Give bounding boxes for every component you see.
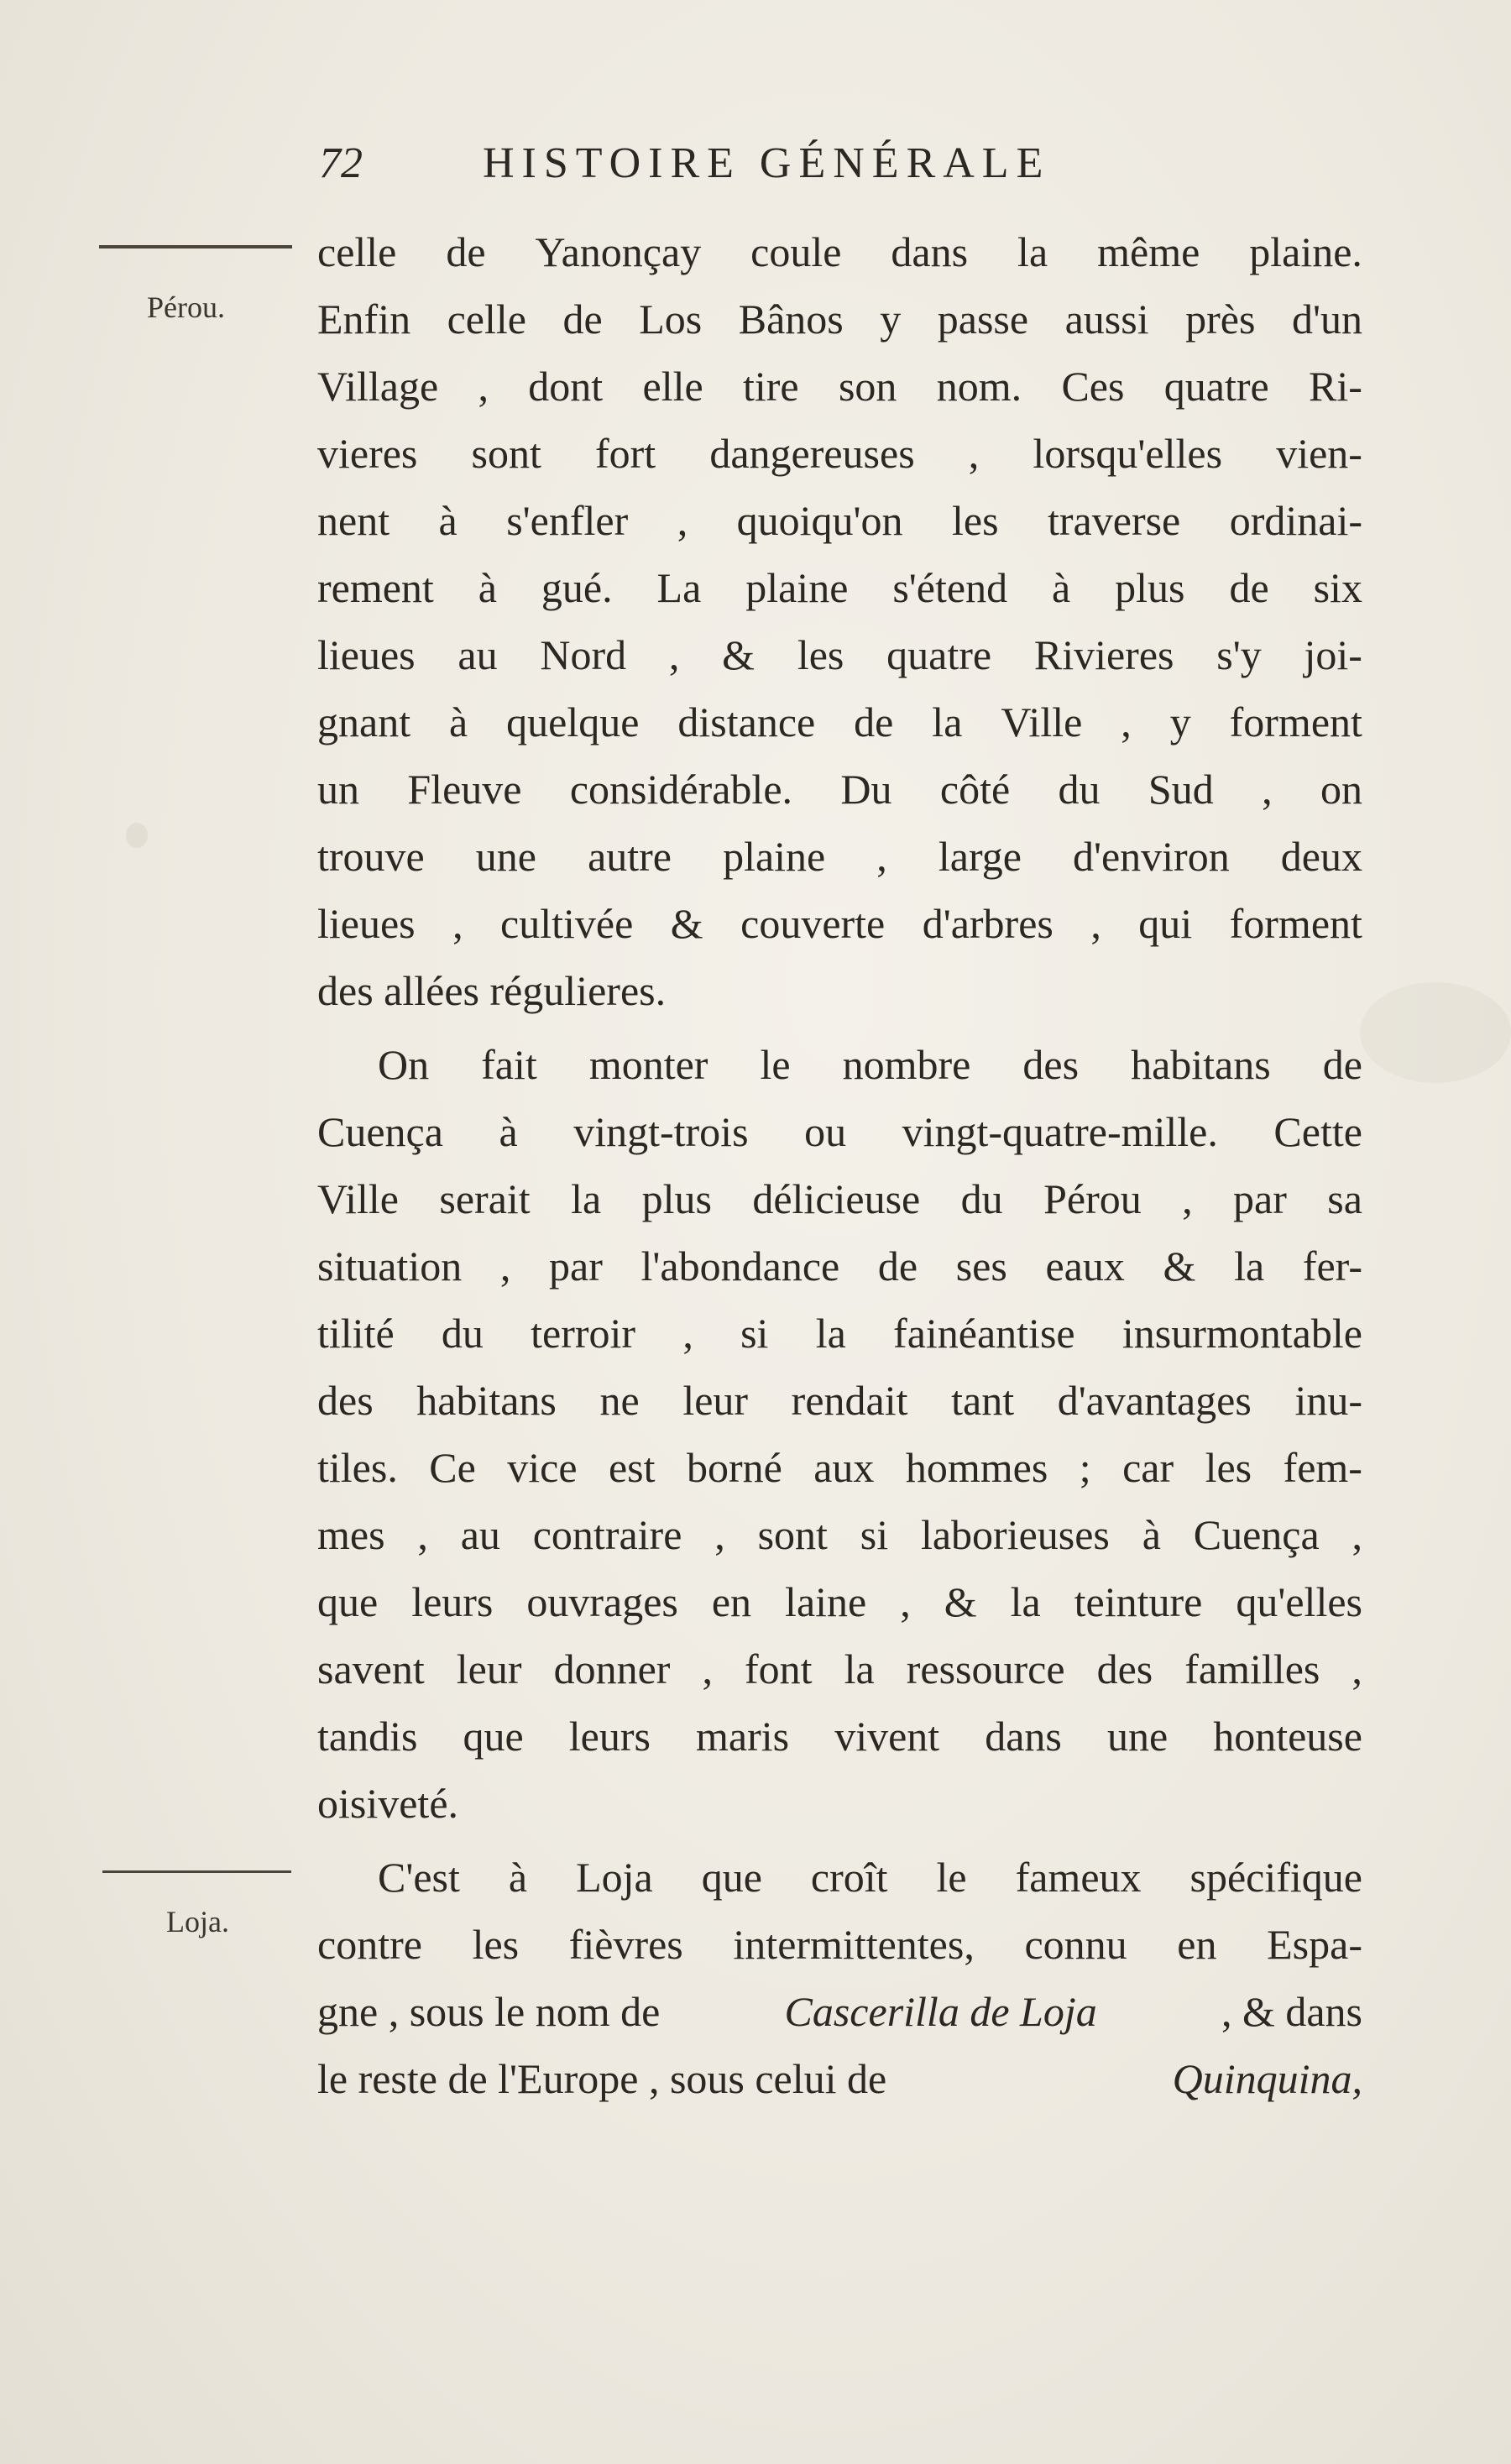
word: Du — [840, 766, 892, 813]
word: joi- — [1304, 631, 1362, 678]
running-title: HISTOIRE GÉNÉRALE — [483, 139, 1051, 187]
word: savent — [317, 1645, 425, 1692]
word: un — [317, 766, 359, 813]
text-line — [317, 487, 1362, 554]
word: sont — [757, 1511, 828, 1558]
word: & — [670, 900, 703, 947]
word: , — [682, 1310, 693, 1357]
word: l'abondance — [640, 1242, 840, 1290]
word: quelque — [506, 698, 640, 745]
word: les — [472, 1921, 520, 1968]
word: que — [317, 1578, 379, 1625]
word: ne — [599, 1377, 640, 1424]
text-line — [317, 1434, 1362, 1501]
word: ordinai- — [1229, 497, 1362, 544]
word: les — [952, 497, 999, 544]
word: ses — [955, 1242, 1007, 1290]
word: croît — [810, 1854, 888, 1901]
word: fameux — [1015, 1854, 1142, 1901]
text-line — [317, 353, 1362, 420]
word: cultivée — [500, 900, 634, 947]
word: d'un — [1291, 296, 1362, 343]
word: tant — [951, 1377, 1015, 1424]
word: forment — [1229, 698, 1362, 745]
word: nombre — [842, 1041, 971, 1088]
word: borné — [686, 1444, 782, 1491]
word: plaine — [723, 833, 826, 880]
word: , — [968, 430, 980, 477]
word: du — [960, 1175, 1003, 1222]
word: tiles. — [317, 1444, 398, 1491]
word: des — [1096, 1645, 1153, 1692]
margin-note-peru: Pérou. — [147, 290, 225, 324]
word: la — [1017, 228, 1048, 275]
word: vieres — [317, 430, 418, 477]
word: plus — [641, 1175, 712, 1222]
word: du — [1058, 766, 1101, 813]
word: les — [797, 631, 844, 678]
word: gué. — [541, 564, 613, 611]
text-line — [317, 554, 1362, 621]
word: que — [463, 1713, 524, 1760]
word: dont — [528, 363, 604, 410]
text-line — [317, 1501, 1362, 1568]
word: on — [1320, 766, 1362, 813]
word: nent — [317, 497, 390, 544]
word: , — [668, 631, 680, 678]
word: plus — [1115, 564, 1185, 611]
word: la — [844, 1645, 875, 1692]
text-run: , & dans — [1221, 1988, 1362, 2035]
word: , — [876, 833, 887, 880]
word: quatre — [1163, 363, 1269, 410]
word: , — [417, 1511, 428, 1558]
word: dans — [891, 228, 969, 275]
word: contraire — [532, 1511, 682, 1558]
word: au — [457, 631, 498, 678]
word: fort — [595, 430, 656, 477]
word: On — [378, 1041, 430, 1088]
word: , — [452, 900, 463, 947]
word: Ce — [429, 1444, 476, 1491]
word: de — [1322, 1041, 1362, 1088]
italic-term: Quinquina, — [1172, 2055, 1362, 2102]
word: & — [722, 631, 756, 678]
word: C'est — [378, 1854, 460, 1901]
word: Ces — [1061, 363, 1125, 410]
word: son — [838, 363, 897, 410]
word: plaine — [745, 564, 849, 611]
word: fem- — [1283, 1444, 1362, 1491]
text-line — [317, 1703, 1362, 1770]
word: Cuença — [1193, 1511, 1320, 1558]
word: des — [317, 1377, 374, 1424]
word: leur — [682, 1377, 749, 1424]
text-line — [317, 1367, 1362, 1434]
word: Yanonçay — [535, 228, 702, 275]
word: traverse — [1048, 497, 1181, 544]
word: donner — [553, 1645, 671, 1692]
word: s'y — [1216, 631, 1262, 678]
margin-note-loja: Loja. — [166, 1905, 229, 1938]
word: Pérou — [1043, 1175, 1142, 1222]
word: vien- — [1276, 430, 1362, 477]
word: d'environ — [1072, 833, 1230, 880]
word: connu — [1024, 1921, 1127, 1968]
text-line — [378, 1031, 1362, 1098]
word: Fleuve — [407, 766, 522, 813]
word: au — [460, 1511, 500, 1558]
word: ou — [804, 1108, 847, 1155]
word: aux — [813, 1444, 875, 1491]
word: vivent — [834, 1713, 940, 1760]
word: sa — [1327, 1175, 1362, 1222]
text-line — [317, 1568, 1362, 1635]
word: s'étend — [892, 564, 1008, 611]
margin-rule — [99, 245, 292, 248]
word: la — [815, 1310, 846, 1357]
text-line — [317, 621, 1362, 688]
word: vingt-trois — [573, 1108, 749, 1155]
text-line — [317, 1978, 1362, 2045]
word: , — [714, 1511, 725, 1558]
word: fer- — [1302, 1242, 1362, 1290]
word: près — [1185, 296, 1256, 343]
text-line: des allées régulieres. — [317, 967, 667, 1014]
text-line — [317, 1232, 1362, 1300]
word: lorsqu'elles — [1033, 430, 1223, 477]
word: situation — [317, 1242, 463, 1290]
word: vice — [507, 1444, 578, 1491]
word: mes — [317, 1511, 385, 1558]
word: des — [1022, 1041, 1080, 1088]
word: lieues — [317, 631, 416, 678]
word: de — [1229, 564, 1269, 611]
text-line — [378, 1844, 1362, 1911]
word: & — [1163, 1242, 1196, 1290]
word: à — [449, 698, 468, 745]
word: par — [549, 1242, 603, 1290]
word: dangereuses — [709, 430, 915, 477]
word: serait — [439, 1175, 531, 1222]
word: , — [900, 1578, 911, 1625]
word: trouve — [317, 833, 425, 880]
word: , — [702, 1645, 713, 1692]
word: si — [860, 1511, 889, 1558]
word: Rivieres — [1033, 631, 1174, 678]
word: si — [740, 1310, 769, 1357]
word: considérable. — [569, 766, 793, 813]
word: familles — [1184, 1645, 1320, 1692]
word: insurmontable — [1121, 1310, 1362, 1357]
text-line — [317, 1635, 1362, 1703]
word: le — [760, 1041, 791, 1088]
word: Sud — [1148, 766, 1214, 813]
word: d'avantages — [1057, 1377, 1252, 1424]
text-line: oisiveté. — [317, 1780, 459, 1827]
text-run: gne , sous le nom de — [317, 1988, 661, 2035]
word: contre — [317, 1921, 422, 1968]
word: rendait — [791, 1377, 908, 1424]
word: , — [1352, 1645, 1362, 1692]
word: Loja — [576, 1854, 653, 1901]
word: le — [936, 1854, 967, 1901]
word: passe — [937, 296, 1029, 343]
word: quatre — [886, 631, 992, 678]
word: est — [608, 1444, 656, 1491]
word: habitans — [1131, 1041, 1271, 1088]
word: rement — [317, 564, 434, 611]
text-line — [317, 756, 1362, 823]
paper-stain — [126, 823, 148, 848]
word: de — [854, 698, 894, 745]
text-line — [317, 1300, 1362, 1367]
text-line — [317, 218, 1362, 285]
word: , — [1352, 1511, 1362, 1558]
word: une — [475, 833, 536, 880]
word: ouvrages — [526, 1578, 678, 1625]
word: couverte — [740, 900, 886, 947]
word: laborieuses — [920, 1511, 1110, 1558]
word: à — [499, 1108, 518, 1155]
text-line — [317, 1098, 1362, 1165]
word: Village — [317, 363, 439, 410]
word: lieues — [317, 900, 416, 947]
word: la — [571, 1175, 602, 1222]
word: à — [1142, 1511, 1161, 1558]
word: fainéantise — [893, 1310, 1075, 1357]
word: Enfin — [317, 296, 411, 343]
margin-rule — [102, 1870, 291, 1873]
word: , — [1262, 766, 1273, 813]
word: Espa- — [1267, 1921, 1362, 1968]
word: teinture — [1074, 1578, 1203, 1625]
word: terroir — [531, 1310, 636, 1357]
word: Cuença — [317, 1108, 443, 1155]
word: Bânos — [738, 296, 844, 343]
word: spécifique — [1189, 1854, 1362, 1901]
word: monter — [588, 1041, 708, 1088]
word: ; — [1079, 1444, 1091, 1491]
word: Cette — [1273, 1108, 1362, 1155]
word: , — [1121, 698, 1132, 745]
paper-stain — [1360, 982, 1511, 1083]
word: , — [1182, 1175, 1193, 1222]
word: la — [1010, 1578, 1041, 1625]
word: , — [478, 363, 489, 410]
word: large — [938, 833, 1022, 880]
word: distance — [677, 698, 816, 745]
word: leur — [456, 1645, 522, 1692]
word: leurs — [568, 1713, 651, 1760]
word: la — [932, 698, 963, 745]
word: les — [1205, 1444, 1252, 1491]
word: laine — [785, 1578, 867, 1625]
word: font — [745, 1645, 813, 1692]
word: celle — [447, 296, 526, 343]
word: , — [499, 1242, 511, 1290]
word: y — [1169, 698, 1191, 745]
word: à — [508, 1854, 528, 1901]
word: La — [656, 564, 702, 611]
text-line — [317, 890, 1362, 957]
word: eaux — [1045, 1242, 1125, 1290]
word: leurs — [411, 1578, 494, 1625]
italic-term: Cascerilla de Loja — [784, 1988, 1097, 2035]
word: celle — [317, 228, 397, 275]
page-number: 72 — [319, 139, 363, 187]
word: une — [1106, 1713, 1169, 1760]
word: Ville — [317, 1175, 399, 1222]
word: gnant — [317, 698, 411, 745]
word: autre — [588, 833, 672, 880]
word: deux — [1280, 833, 1362, 880]
word: hommes — [905, 1444, 1048, 1491]
word: forment — [1229, 900, 1362, 947]
word: de — [562, 296, 603, 343]
word: aussi — [1064, 296, 1149, 343]
text-line — [317, 1911, 1362, 1978]
text-line — [317, 420, 1362, 487]
word: du — [441, 1310, 484, 1357]
word: tire — [743, 363, 799, 410]
word: délicieuse — [752, 1175, 921, 1222]
word: plaine. — [1249, 228, 1362, 275]
word: vingt-quatre-mille. — [902, 1108, 1218, 1155]
word: car — [1122, 1444, 1174, 1491]
word: qu'elles — [1236, 1578, 1362, 1625]
word: y — [880, 296, 902, 343]
word: , — [677, 497, 688, 544]
word: à — [478, 564, 497, 611]
text-line — [317, 285, 1362, 353]
word: Ri- — [1309, 363, 1362, 410]
word: inu- — [1294, 1377, 1362, 1424]
word: fait — [481, 1041, 537, 1088]
word: dans — [985, 1713, 1062, 1760]
word: que — [701, 1854, 762, 1901]
word: , — [1090, 900, 1101, 947]
word: d'arbres — [922, 900, 1054, 947]
word: habitans — [416, 1377, 557, 1424]
text-line — [317, 2045, 1362, 2112]
word: nom. — [936, 363, 1022, 410]
word: six — [1313, 564, 1362, 611]
text-line — [317, 823, 1362, 890]
word: en — [1177, 1921, 1217, 1968]
word: à — [438, 497, 457, 544]
word: honteuse — [1213, 1713, 1362, 1760]
word: fièvres — [568, 1921, 683, 1968]
word: quoiqu'on — [736, 497, 903, 544]
word: sont — [471, 430, 541, 477]
text-run: le reste de l'Europe , sous celui de — [317, 2055, 887, 2102]
page-header — [319, 139, 1234, 206]
word: & — [944, 1578, 977, 1625]
text-line — [317, 688, 1362, 756]
word: par — [1233, 1175, 1287, 1222]
word: en — [711, 1578, 752, 1625]
word: tandis — [317, 1713, 418, 1760]
word: intermittentes, — [733, 1921, 975, 1968]
word: la — [1234, 1242, 1265, 1290]
word: tilité — [317, 1310, 395, 1357]
word: maris — [696, 1713, 790, 1760]
word: elle — [642, 363, 703, 410]
word: Ville — [1001, 698, 1083, 745]
word: Los — [639, 296, 703, 343]
word: Nord — [540, 631, 627, 678]
word: s'enfler — [506, 497, 629, 544]
word: de — [446, 228, 486, 275]
word: de — [877, 1242, 918, 1290]
word: coule — [750, 228, 842, 275]
word: qui — [1138, 900, 1193, 947]
text-line — [317, 1165, 1362, 1232]
word: à — [1052, 564, 1071, 611]
word: ressource — [906, 1645, 1065, 1692]
word: côté — [939, 766, 1011, 813]
word: même — [1097, 228, 1200, 275]
